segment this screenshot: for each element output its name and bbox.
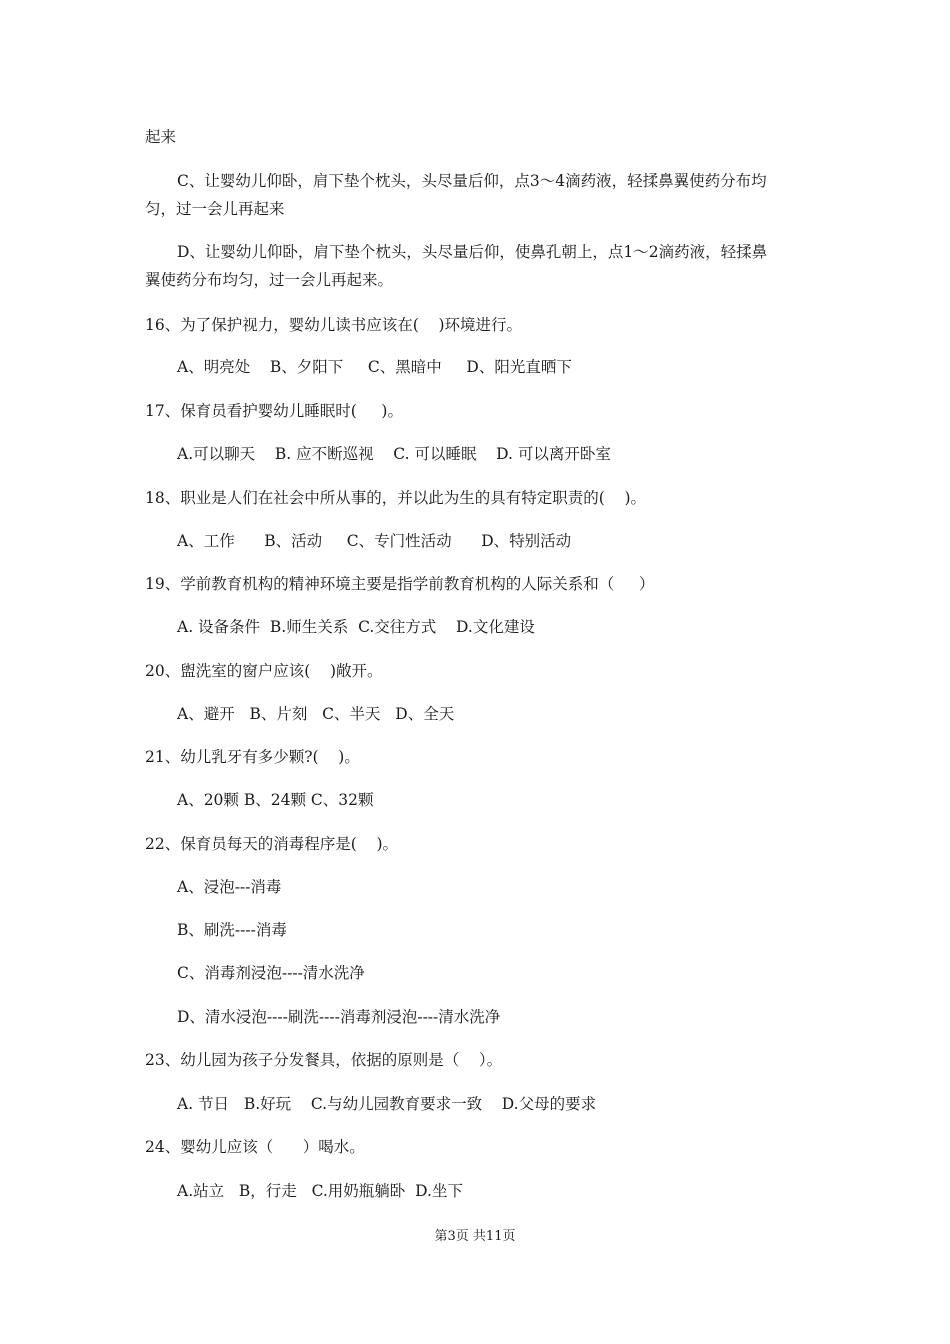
- text-line: 翼使药分布均匀，过一会儿再起来。: [145, 271, 394, 289]
- text-line: 匀，过一会儿再起来: [145, 200, 285, 218]
- text-line: A. 设备条件 B.师生关系 C.交往方式 D.文化建设: [177, 618, 535, 636]
- text-line: C、让婴幼儿仰卧，肩下垫个枕头，头尽量后仰，点3～4滴药液，轻揉鼻翼使药分布均: [177, 172, 767, 190]
- text-line: 24、婴幼儿应该（ ）喝水。: [145, 1138, 365, 1156]
- text-line: C、消毒剂浸泡----清水洗净: [177, 964, 365, 982]
- text-line: A、浸泡---消毒: [177, 878, 282, 896]
- text-line: B、刷洗----消毒: [177, 921, 287, 939]
- text-line: 18、职业是人们在社会中所从事的，并以此为生的具有特定职责的( )。: [145, 489, 647, 507]
- text-line: A.站立 B，行走 C.用奶瓶躺卧 D.坐下: [177, 1182, 463, 1200]
- text-line: 20、盥洗室的窗户应该( )敞开。: [145, 662, 383, 680]
- text-line: A、避开 B、片刻 C、半天 D、全天: [177, 705, 455, 723]
- text-line: A、20颗 B、24颗 C、32颗: [177, 791, 374, 809]
- text-line: D、让婴幼儿仰卧，肩下垫个枕头，头尽量后仰，使鼻孔朝上，点1～2滴药液，轻揉鼻: [177, 243, 768, 261]
- text-line: 21、幼儿乳牙有多少颗?( )。: [145, 748, 360, 766]
- text-line: 起来: [145, 128, 177, 146]
- text-line: A、明亮处 B、夕阳下 C、黑暗中 D、阳光直晒下: [177, 358, 572, 376]
- text-line: D、清水浸泡----刷洗----消毒剂浸泡----清水洗净: [177, 1008, 501, 1026]
- text-line: 19、学前教育机构的精神环境主要是指学前教育机构的人际关系和（ ）: [145, 575, 655, 593]
- text-line: 23、幼儿园为孩子分发餐具，依据的原则是（ ）。: [145, 1051, 503, 1069]
- text-line: A. 节日 B.好玩 C.与幼儿园教育要求一致 D.父母的要求: [177, 1095, 597, 1113]
- text-line: A、工作 B、活动 C、专门性活动 D、特别活动: [177, 532, 572, 550]
- page-footer: 第3页 共11页: [434, 1229, 516, 1244]
- text-line: 22、保育员每天的消毒程序是( )。: [145, 835, 399, 853]
- text-line: 16、为了保护视力，婴幼儿读书应该在( )环境进行。: [145, 316, 523, 334]
- text-line: 17、保育员看护婴幼儿睡眠时( )。: [145, 402, 403, 420]
- text-line: A.可以聊天 B. 应不断巡视 C. 可以睡眠 D. 可以离开卧室: [177, 445, 611, 463]
